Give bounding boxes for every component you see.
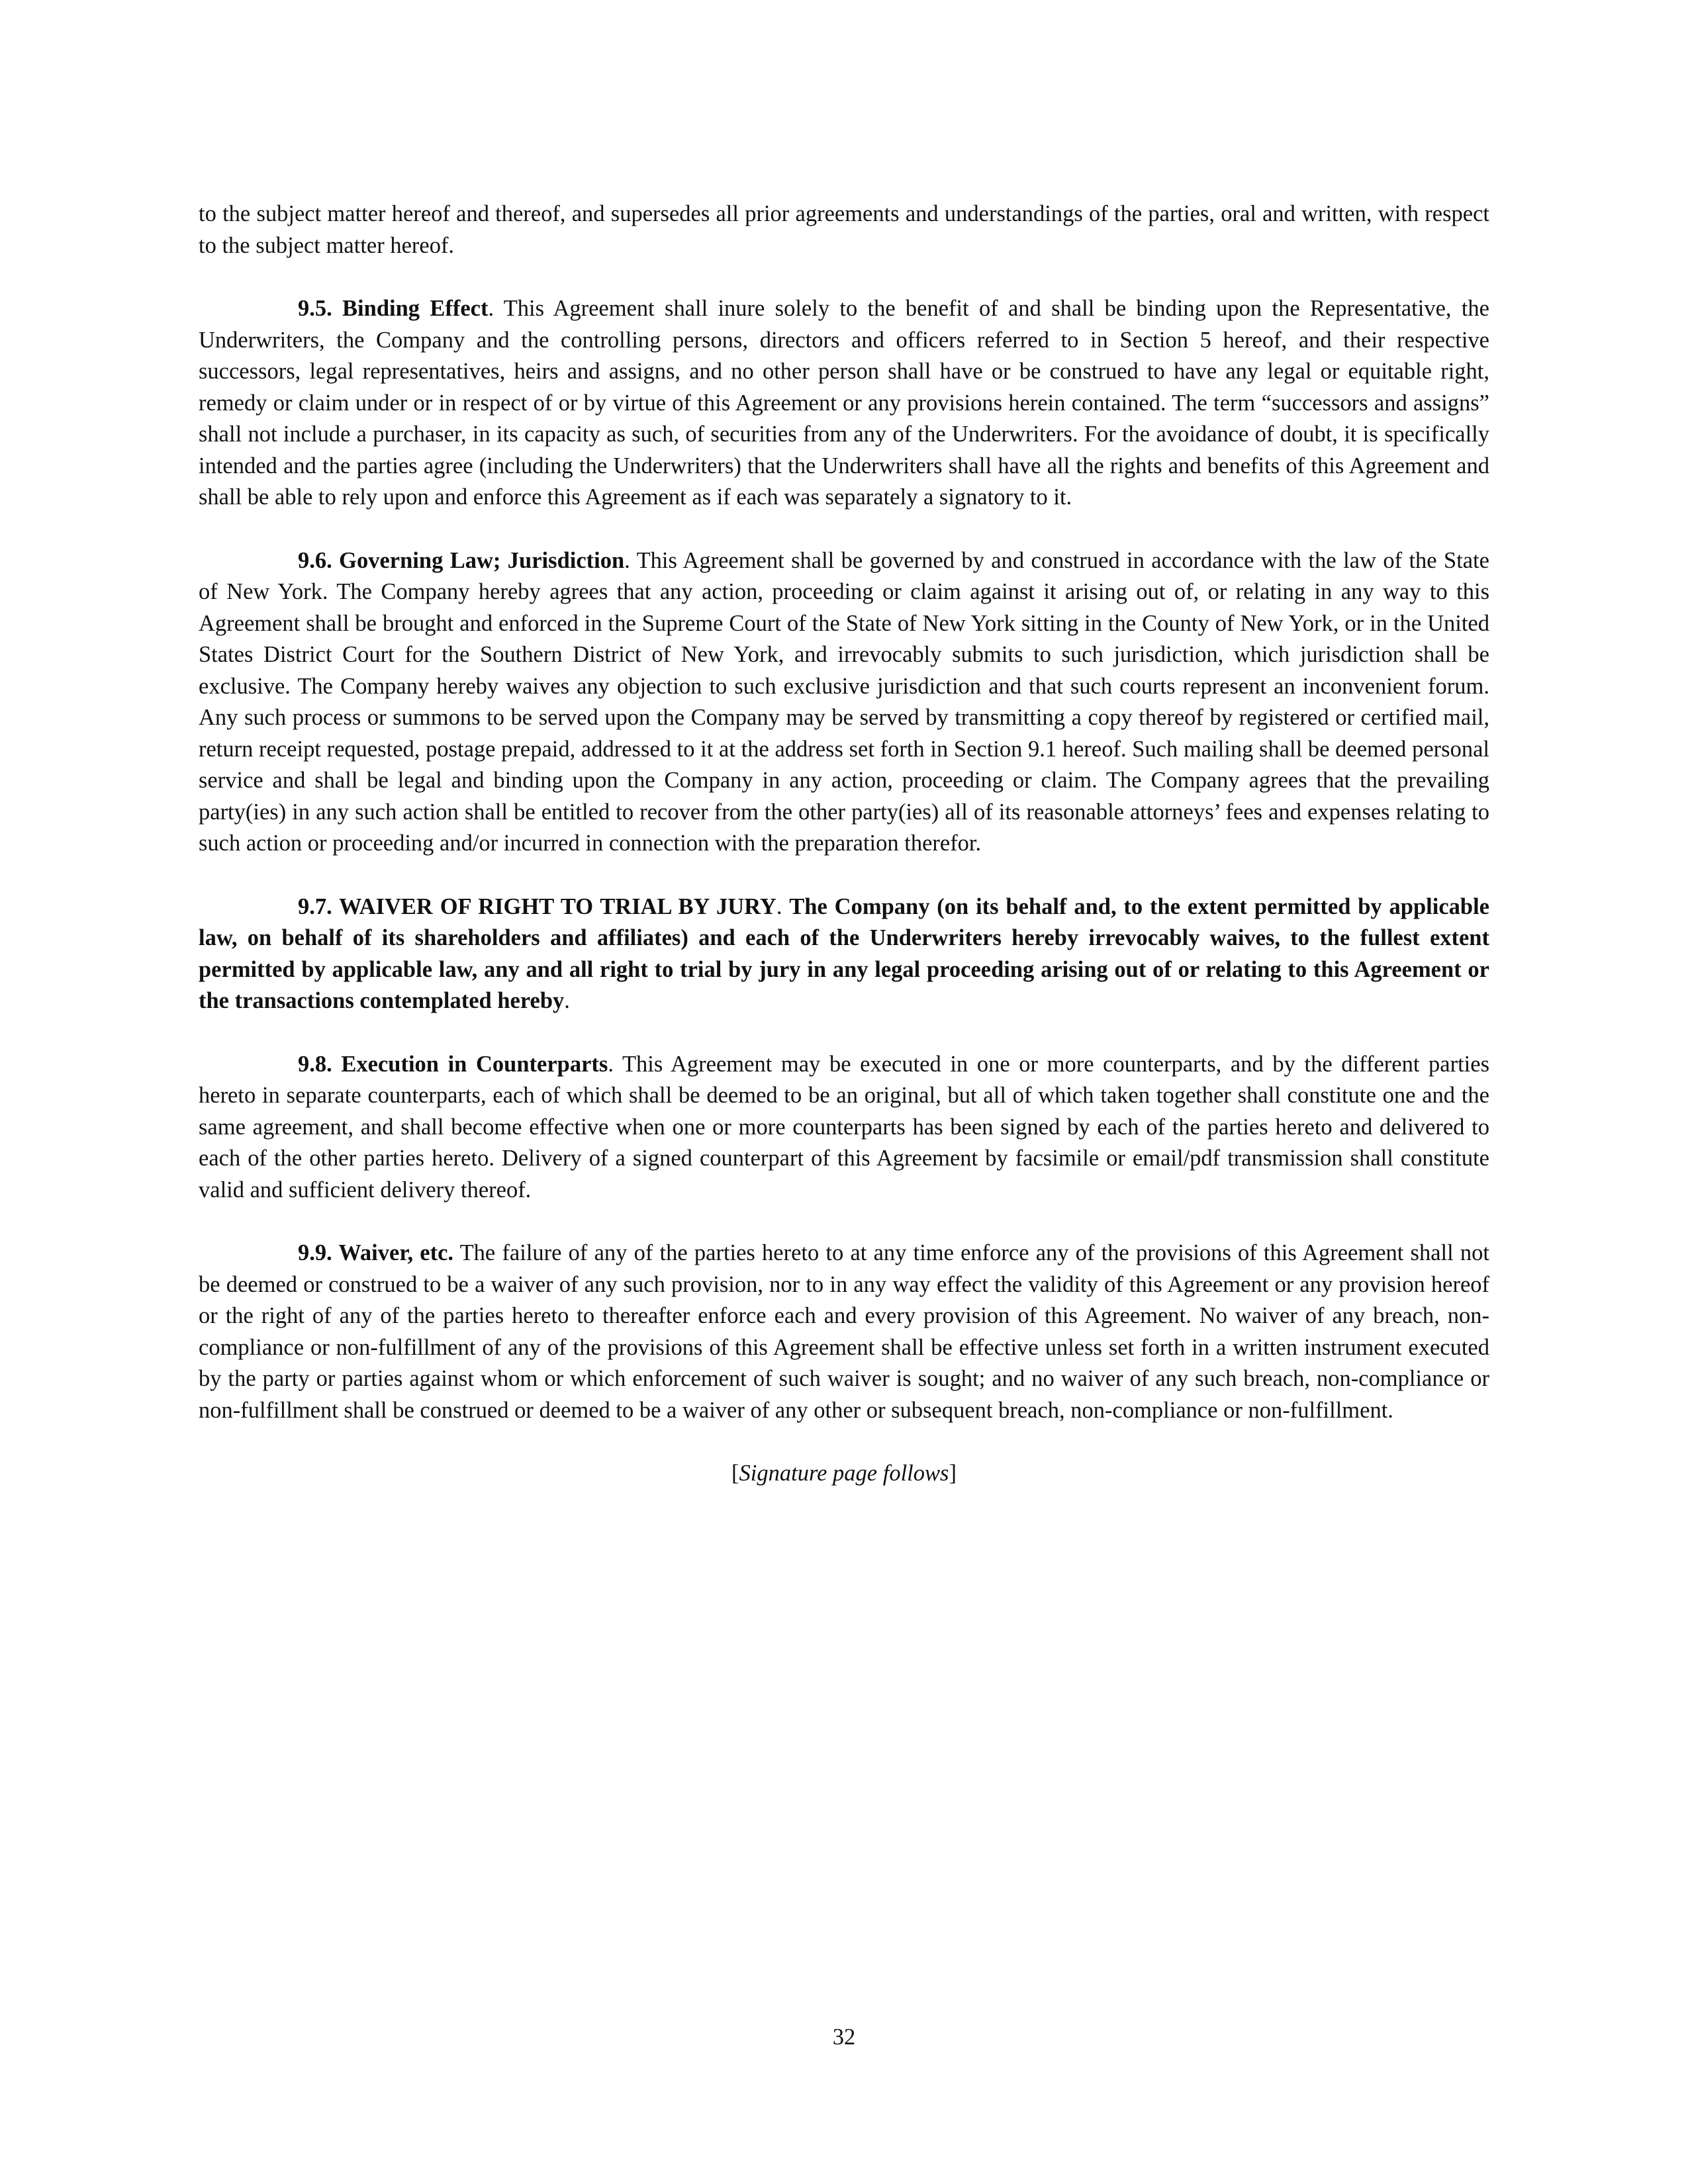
section-9-5-heading: 9.5. Binding Effect: [298, 296, 489, 321]
section-9-9-body: The failure of any of the parties hereto to at any time enforce any of the provisions of this Agreement shall not be deemed or construed to be a waiver of any such provision, nor to in any way effect the validity of this Agreement or any provision hereof or the right of any of the parties hereto to thereafter enforce each and every provision of this Agreement. No waiver of any breach, non-compliance or non-fulfillment of any of the provisions of this Agreement shall be effective unless set forth in a written instrument executed by the party or parties against whom or which enforcement of such waiver is sought; and no waiver of any such breach, non-compliance or non-fulfillment shall be construed or deemed to be a waiver of any other or subsequent breach, non-compliance or non-fulfillment.: [199, 1240, 1489, 1423]
section-9-7-heading: 9.7. WAIVER OF RIGHT TO TRIAL BY JURY: [298, 893, 776, 919]
section-9-5: [199, 293, 1489, 514]
section-9-8: [199, 1049, 1489, 1206]
section-9-8-body: . This Agreement may be executed in one or more counterparts, and by the different parties hereto in separate counterparts, each of which shall be deemed to be an original, but all of which taken together shall constitute one and the same agreement, and shall become effective when one or more counterparts has been signed by each of the parties hereto and delivered to each of the other parties hereto. Delivery of a signed counterpart of this Agreement by facsimile or email/pdf transmission shall constitute valid and sufficient delivery thereof.: [199, 1051, 1489, 1203]
section-9-8-heading: 9.8. Execution in Counterparts: [298, 1051, 608, 1077]
document-page: [199, 199, 1489, 1522]
section-9-7-body: The Company (on its behalf and, to the extent permitted by applicable law, on behalf of its shareholders and affiliates) and each of the Underwriters hereby irrevocably waives, to the fullest extent permitted by applicable law, any and all right to trial by jury in any legal proceeding arising out of or relating to this Agreement or the transactions contemplated hereby: [199, 893, 1489, 1013]
section-9-7-end: .: [564, 988, 570, 1013]
signature-note-text: Signature page follows: [739, 1461, 949, 1486]
signature-note-open-bracket: [: [731, 1461, 739, 1486]
signature-note-close-bracket: ]: [949, 1461, 957, 1486]
paragraph-continuation: [199, 199, 1489, 261]
section-9-6-heading: 9.6. Governing Law; Jurisdiction: [298, 547, 625, 573]
section-9-9-heading: 9.9. Waiver, etc.: [298, 1240, 454, 1265]
section-9-6: [199, 545, 1489, 860]
continuation-text: to the subject matter hereof and thereof, and supersedes all prior agreements and understandings of the parties, oral and written, with respect to the subject matter hereof.: [199, 201, 1489, 258]
section-9-7-separator: .: [776, 893, 790, 919]
section-9-6-body: . This Agreement shall be governed by and construed in accordance with the law of the State of New York. The Company hereby agrees that any action, proceeding or claim against it arising out of, or relating in any way to this Agreement shall be brought and enforced in the Supreme Court of the State of New York sitting in the County of New York, or in the United States District Court for the Southern District of New York, and irrevocably submits to such jurisdiction, which jurisdiction shall be exclusive. The Company hereby waives any objection to such exclusive jurisdiction and that such courts represent an inconvenient forum. Any such process or summons to be served upon the Company may be served by transmitting a copy thereof by registered or certified mail, return receipt requested, postage prepaid, addressed to it at the address set forth in Section 9.1 hereof. Such mailing shall be deemed personal service and shall be legal and binding upon the Company in any action, proceeding or claim. The Company agrees that the prevailing party(ies) in any such action shall be entitled to recover from the other party(ies) all of its reasonable attorneys’ fees and expenses relating to such action or proceeding and/or incurred in connection with the preparation therefor.: [199, 547, 1489, 856]
section-9-7: [199, 891, 1489, 1017]
section-9-9: [199, 1238, 1489, 1426]
section-9-5-body: . This Agreement shall inure solely to the benefit of and shall be binding upon the Representative, the Underwriters, the Company and the controlling persons, directors and officers referred to in Section 5 hereof, and their respective successors, legal representatives, heirs and assigns, and no other person shall have or be construed to have any legal or equitable right, remedy or claim under or in respect of or by virtue of this Agreement or any provisions herein contained. The term “successors and assigns” shall not include a purchaser, in its capacity as such, of securities from any of the Underwriters. For the avoidance of doubt, it is specifically intended and the parties agree (including the Underwriters) that the Underwriters shall have all the rights and benefits of this Agreement and shall be able to rely upon and enforce this Agreement as if each was separately a signatory to it.: [199, 296, 1489, 510]
page-number: 32: [832, 2025, 856, 2050]
signature-page-note: [199, 1458, 1489, 1490]
